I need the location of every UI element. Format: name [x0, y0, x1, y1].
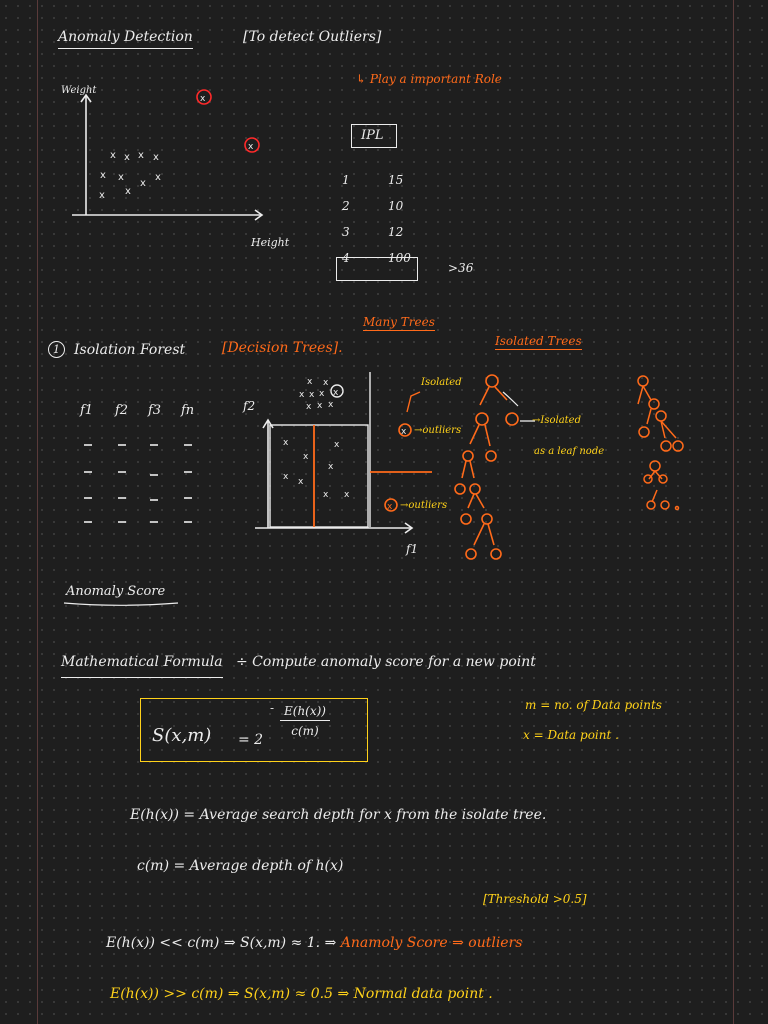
- title-bracket: [To detect Outliers]: [243, 29, 382, 45]
- rule-1-left: E(h(x)) << c(m) ⇒ S(x,m) ≈ 1. ⇒: [106, 935, 337, 951]
- isolated-trees-label: Isolated Trees: [495, 334, 582, 348]
- ipl-note: >36: [448, 261, 474, 275]
- formula-heading: Mathematical Formula: [61, 655, 223, 678]
- ipl-value: 100: [388, 251, 411, 265]
- svg-text:x: x: [140, 178, 146, 189]
- svg-text:x: x: [110, 150, 116, 161]
- x-definition: x = Data point .: [523, 728, 619, 742]
- formula-lhs: S(x,m): [152, 725, 212, 746]
- outliers-label-top: →outliers: [414, 425, 462, 436]
- formula-eq: = 2: [238, 732, 264, 748]
- formula-exp-numerator: E(h(x)): [280, 704, 330, 721]
- threshold-note: [Threshold >0.5]: [483, 892, 587, 906]
- formula-description: ÷ Compute anomaly score for a new point: [236, 654, 536, 670]
- svg-text:x: x: [317, 401, 323, 411]
- svg-text:x: x: [298, 477, 304, 487]
- rule-1-right: Anamoly Score ⇒ outliers: [340, 935, 523, 951]
- m-definition: m = no. of Data points: [525, 698, 662, 712]
- outliers-text-2: outliers: [408, 500, 448, 511]
- svg-text:x: x: [248, 142, 254, 152]
- svg-text:x: x: [387, 502, 393, 512]
- svg-text:x: x: [306, 402, 312, 412]
- title-note: ↳ Play a important Role: [356, 72, 502, 86]
- svg-text:x: x: [125, 186, 131, 197]
- svg-text:x: x: [138, 150, 144, 161]
- title-main: Anomaly Detection: [58, 30, 193, 49]
- feature-f2: f2: [115, 403, 129, 418]
- outliers-label-bottom: →outliers: [400, 500, 448, 511]
- isolation-forest-title: Isolation Forest: [74, 342, 186, 358]
- ipl-value: 15: [388, 173, 404, 187]
- rule-1: [106, 936, 522, 950]
- svg-text:x: x: [307, 377, 313, 387]
- ipl-value: 10: [388, 199, 404, 213]
- svg-text:x: x: [319, 389, 325, 399]
- feature-f3: f3: [148, 403, 162, 418]
- outliers-text: outliers: [422, 425, 462, 436]
- anomaly-score-heading: Anomaly Score: [66, 584, 166, 599]
- svg-text:x: x: [328, 462, 334, 472]
- svg-text:x: x: [333, 388, 339, 398]
- svg-text:x: x: [323, 490, 329, 500]
- rule-2: E(h(x)) >> c(m) ⇒ S(x,m) ≈ 0.5 ⇒ Normal data point .: [110, 986, 493, 1002]
- formula-exponent: [280, 704, 330, 738]
- feature-f1: f1: [80, 403, 94, 418]
- ipl-index: 4: [342, 251, 350, 265]
- plot1-ylabel: Weight: [61, 85, 97, 96]
- plot1-xlabel: Height: [251, 236, 290, 249]
- isolated-right-text: Isolated: [540, 415, 581, 426]
- section-number: 1: [48, 341, 65, 358]
- ipl-header: IPL: [361, 128, 384, 143]
- formula-exp-denominator: c(m): [291, 724, 319, 738]
- decision-trees-label: [Decision Trees].: [222, 340, 343, 356]
- f1-axis-label: f1: [406, 542, 419, 556]
- ehx-definition: E(h(x)) = Average search depth for x from the isolate tree.: [130, 807, 547, 823]
- leaf-node-note: as a leaf node: [534, 446, 605, 457]
- svg-text:x: x: [283, 438, 289, 448]
- isolated-label-right: →Isolated: [532, 415, 581, 426]
- ipl-index: 2: [342, 199, 350, 213]
- ipl-index: 1: [342, 173, 350, 187]
- svg-text:x: x: [323, 378, 329, 388]
- f2-axis-label: f2: [243, 399, 256, 413]
- svg-text:x: x: [344, 490, 350, 500]
- svg-text:x: x: [200, 94, 206, 104]
- svg-text:x: x: [328, 400, 334, 410]
- formula-exp-sign: -: [270, 701, 275, 715]
- ipl-index: 3: [342, 225, 350, 239]
- svg-text:x: x: [334, 440, 340, 450]
- isolated-label-left: Isolated: [421, 377, 462, 388]
- ipl-value: 12: [388, 225, 404, 239]
- svg-text:x: x: [99, 190, 105, 201]
- svg-text:x: x: [309, 390, 315, 400]
- svg-text:x: x: [303, 452, 309, 462]
- feature-fn: fn: [181, 403, 195, 418]
- many-trees-label: Many Trees: [363, 315, 435, 329]
- cm-definition: c(m) = Average depth of h(x): [137, 858, 344, 874]
- svg-text:x: x: [124, 152, 130, 163]
- svg-text:x: x: [401, 427, 407, 437]
- svg-text:x: x: [100, 170, 106, 181]
- title-note-text: Play a important Role: [369, 72, 502, 86]
- svg-text:x: x: [299, 390, 305, 400]
- svg-text:x: x: [283, 472, 289, 482]
- svg-text:x: x: [118, 172, 124, 183]
- svg-text:x: x: [153, 152, 159, 163]
- svg-text:x: x: [155, 172, 161, 183]
